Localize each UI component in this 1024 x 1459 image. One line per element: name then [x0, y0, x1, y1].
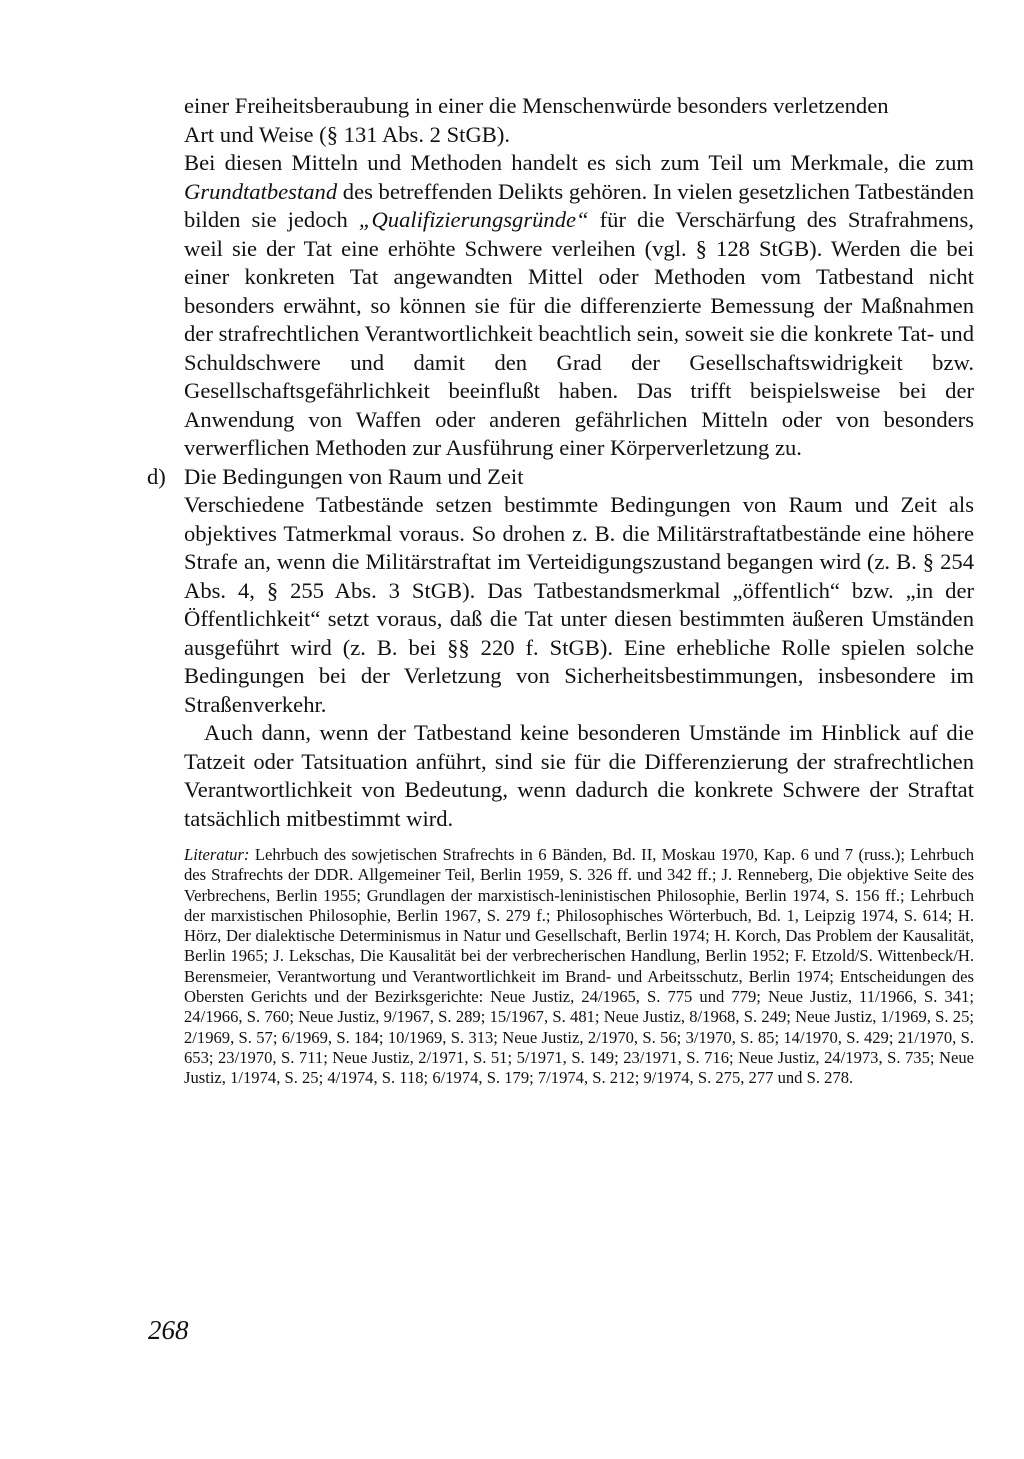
literature-label: Literatur:	[184, 845, 250, 864]
main-text	[147, 92, 975, 833]
section-heading-text: Die Bedingungen von Raum und Zeit	[184, 463, 524, 489]
para1-line1: einer Freiheitsberaubung in einer die Menschenwürde besonders verletzenden	[184, 93, 889, 118]
para2-text-c: für die Verschärfung des Strafrahmens, weil sie der Tat eine erhöhte Schwere verleihen (vgl. § 128 StGB). Werden die bei einer konkreten Tat angewandten Mittel oder Methoden vom Tatbestand nicht besonders erwähnt, so können sie für die differenzierte Bemessung der Maßnahmen der strafrechtlichen Verantwortlichkeit beachtlich sein, soweit sie die konkrete Tat- und Schuldschwere und damit den Grad der Gesellschaftswidrigkeit bzw. Gesellschaftsgefährlichkeit beeinflußt haben. Das trifft beispielsweise bei der Anwendung von Waffen oder anderen gefährlichen Mitteln oder von besonders verwerflichen Methoden zur Ausführung einer Körperverletzung zu.	[184, 207, 974, 460]
term-grundtatbestand: Grundtatbestand	[184, 178, 338, 204]
paragraph-2	[184, 149, 974, 463]
page-number: 268	[148, 1315, 189, 1345]
para2-text-b: des betreffenden Delikts gehören. In vielen gesetzlichen Tatbeständen bilden sie jedoch	[184, 178, 975, 232]
para1-line2: Art und Weise (§ 131 Abs. 2 StGB).	[184, 121, 510, 147]
para2-text-a: Bei diesen Mitteln und Methoden handelt es sich zum Teil um Merkmale, die zum	[184, 150, 974, 175]
paragraph-1	[184, 92, 974, 149]
literature-text: Lehrbuch des sowjetischen Strafrechts in 6 Bänden, Bd. II, Moskau 1970, Kap. 6 und 7 (russ.); Lehrbuch des Strafrechts der DDR. Allgemeiner Teil, Berlin 1959, S. 326 ff. und 342 ff.; J. Renneberg, Die objektive Seite des Verbrechens, Berlin 1955; Grundlagen der marxistisch-leninistischen Philosophie, Berlin 1974, S. 156 ff.; Lehrbuch der marxistischen Philosophie, Berlin 1967, S. 279 f.; Philosophisches Wörterbuch, Bd. 1, Leipzig 1974, S. 614; H. Hörz, Der dialektische Determinismus in Natur und Gesellschaft, Berlin 1974; H. Korch, Das Problem der Kausalität, Berlin 1965; J. Lekschas, Die Kausalität bei der verbrecherischen Handlung, Berlin 1952; F. Etzold/S. Wittenbeck/H. Berensmeier, Verantwortung und Verantwortlichkeit im Brand- und Arbeitsschutz, Berlin 1974; Entscheidungen des Obersten Gerichts und der Bezirksgerichte: Neue Justiz, 24/1965, S. 775 und 779; Neue Justiz, 11/1966, S. 341; 24/1966, S. 760; Neue Justiz, 9/1967, S. 289; 15/1967, S. 481; Neue Justiz, 8/1968, S. 249; Neue Justiz, 1/1969, S. 25; 2/1969, S. 57; 6/1969, S. 184; 10/1969, S. 313; Neue Justiz, 2/1970, S. 56; 3/1970, S. 85; 14/1970, S. 429; 21/1970, S. 653; 23/1970, S. 711; Neue Justiz, 2/1971, S. 51; 5/1971, S. 149; 23/1971, S. 716; Neue Justiz, 24/1973, S. 735; Neue Justiz, 1/1974, S. 25; 4/1974, S. 118; 6/1974, S. 179; 7/1974, S. 212; 9/1974, S. 275, 277 und S. 278.	[184, 845, 974, 1088]
paragraph-3: Verschiedene Tatbestände setzen bestimmte Bedingungen von Raum und Zeit als objektives Tatmerkmal voraus. So drohen z. B. die Militärstraftatbestände eine höhere Strafe an, wenn die Militärstraftat im Verteidigungszustand begangen wird (z. B. § 254 Abs. 4, § 255 Abs. 3 StGB). Das Tatbestandsmerkmal „öffentlich“ bzw. „in der Öffentlichkeit“ setzt voraus, daß die Tat unter diesen bestimmten äußeren Umständen ausgeführt wird (z. B. bei §§ 220 f. StGB). Eine erhebliche Rolle spielen solche Bedingungen bei der Verletzung von Sicherheitsbestimmungen, insbesondere im Straßenverkehr.	[184, 492, 974, 717]
paragraph-4: Auch dann, wenn der Tatbestand keine besonderen Umstände im Hinblick auf die Tatzeit oder Tatsituation anführt, sind sie für die Differenzierung der strafrechtlichen Verantwortlichkeit von Bedeutung, wenn dadurch die konkrete Schwere der Straftat tatsächlich mitbestimmt wird.	[184, 720, 974, 831]
term-qualifizierungsgruende: „Qualifizierungsgründe“	[358, 207, 589, 232]
section-heading	[147, 463, 974, 492]
literature-block	[184, 845, 974, 1089]
literature-paragraph	[184, 845, 974, 1089]
section-marker: d)	[147, 463, 166, 489]
